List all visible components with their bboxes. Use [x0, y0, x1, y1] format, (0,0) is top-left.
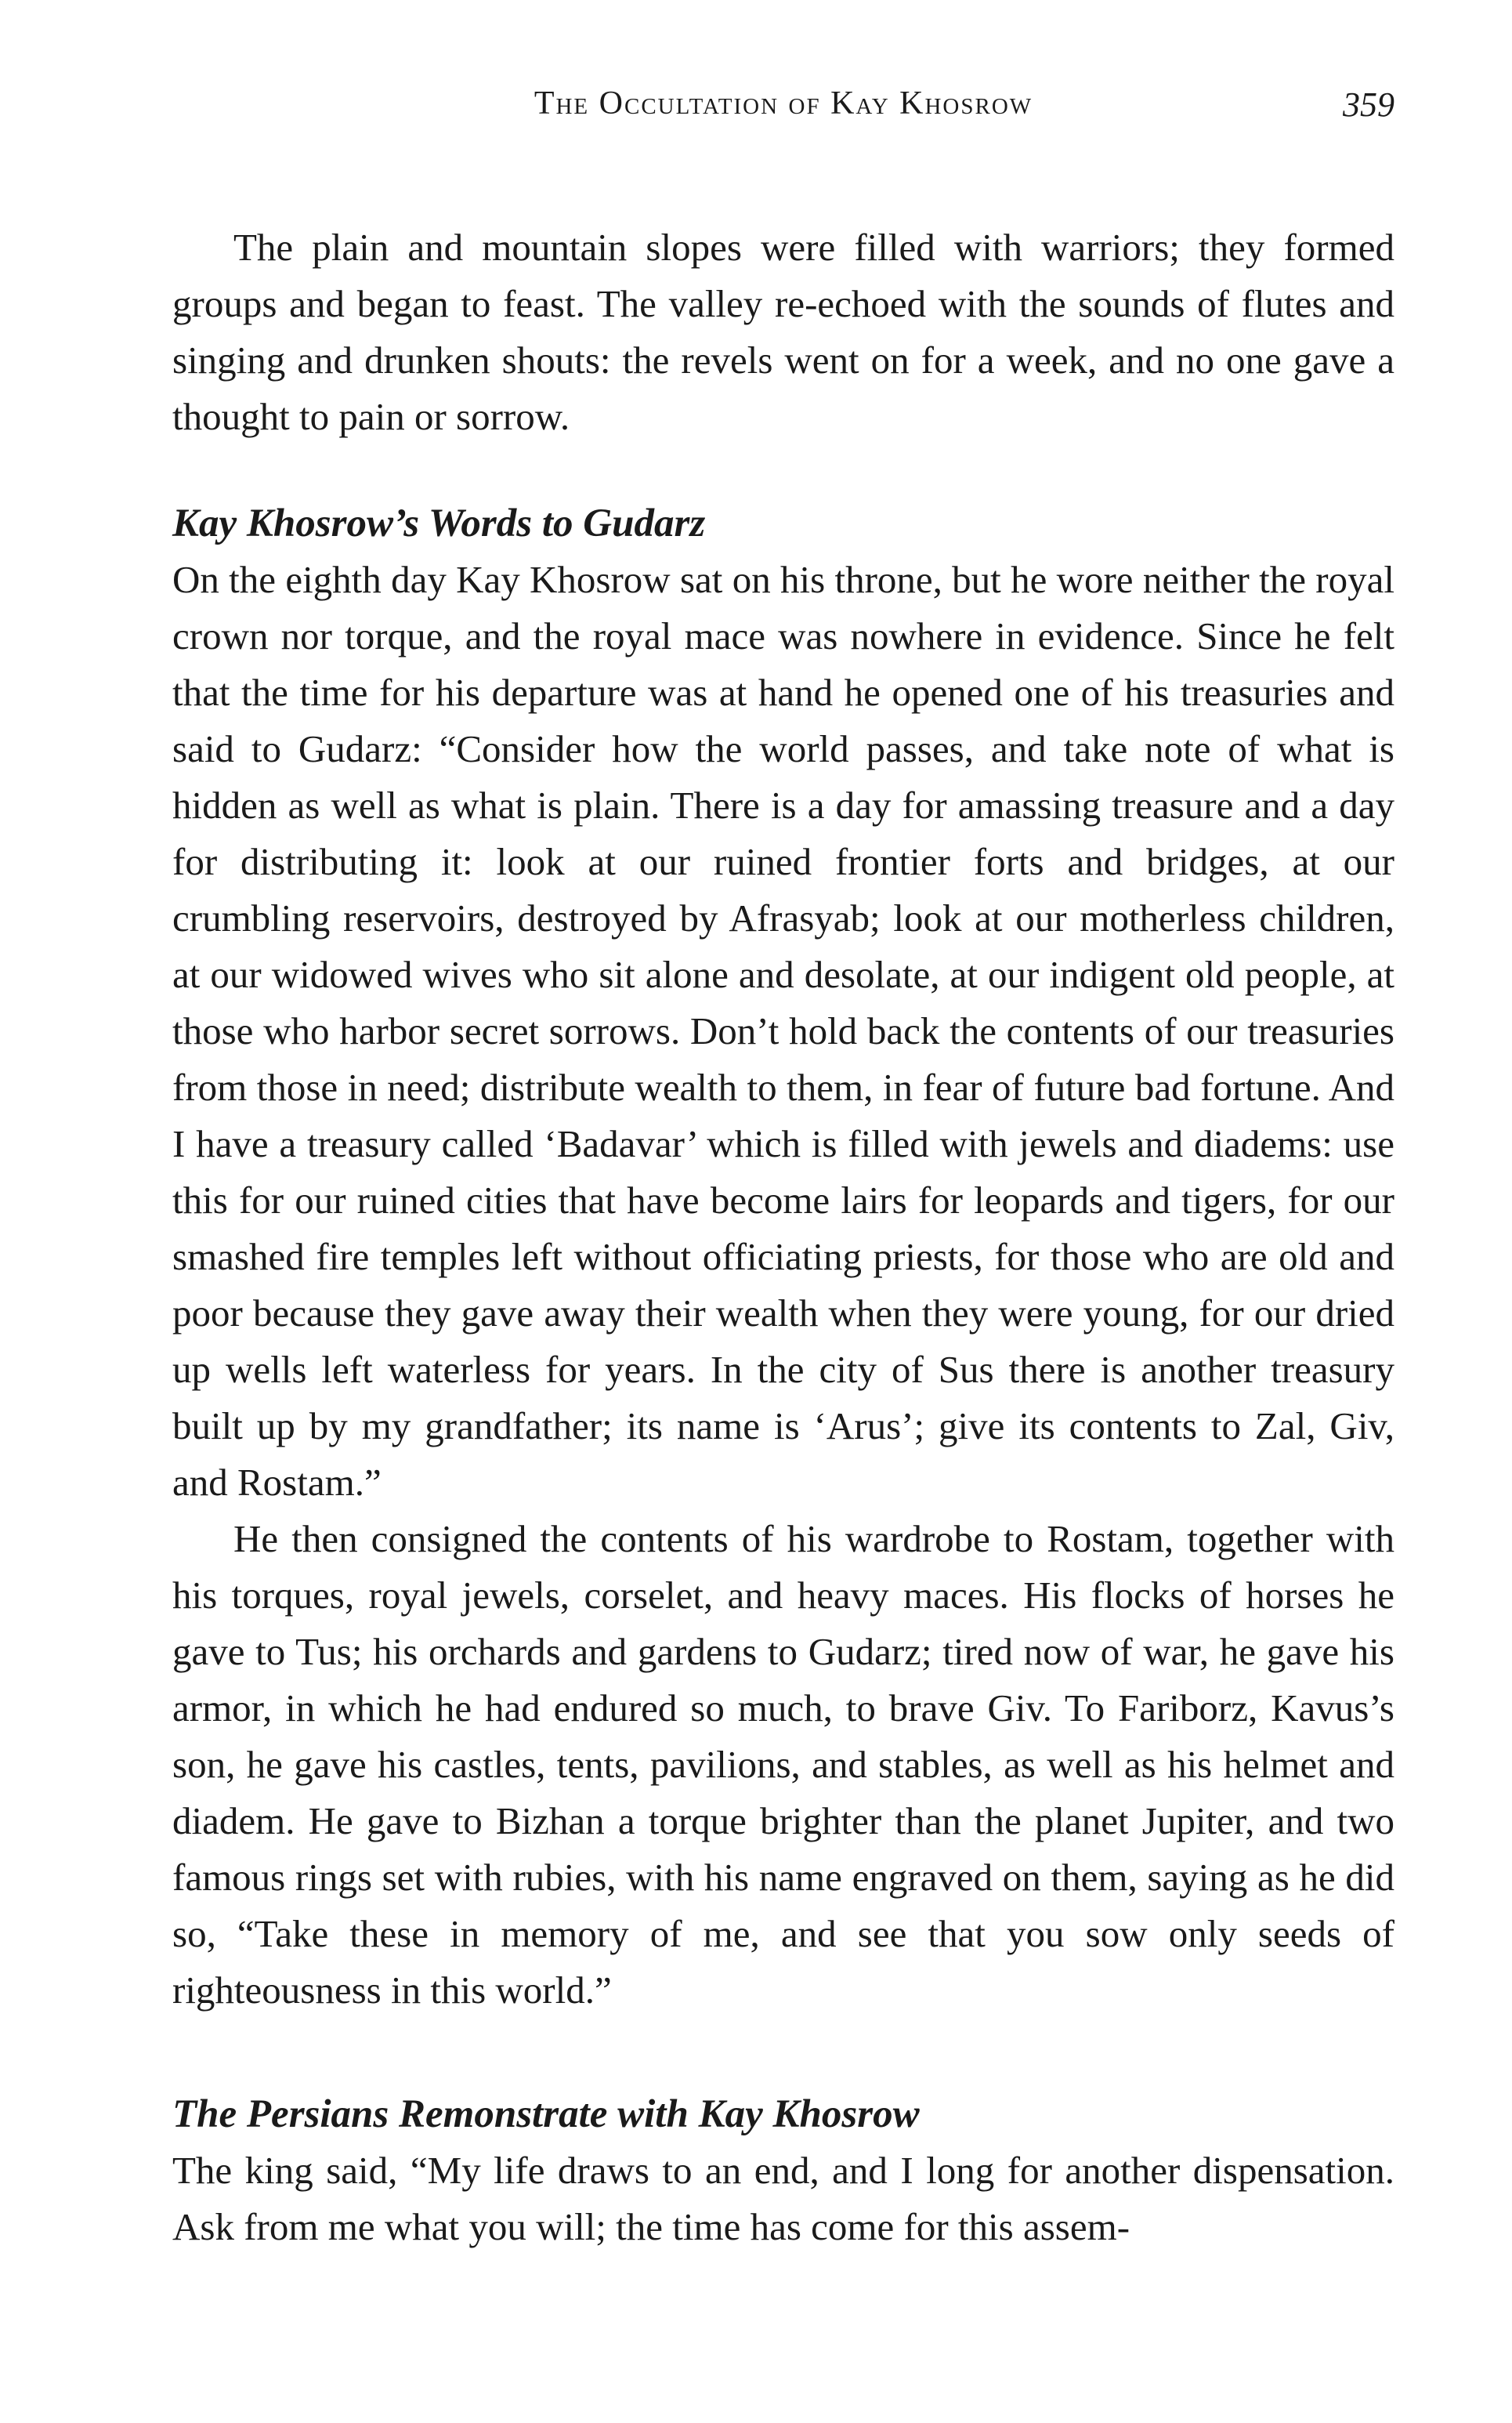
section-gap [172, 2019, 1394, 2086]
body-text [172, 219, 1394, 2255]
page-number: 359 [1343, 85, 1394, 124]
opening-paragraph: The plain and mountain slopes were filled with warriors; they formed groups and began to feast. The valley re-echoed with the sounds of flutes and singing and drunken shouts: the revels went on for a week, and no one gave a thought to pain or sorrow. [172, 226, 1394, 438]
section2-paragraph-1: The king said, “My life draws to an end, and I long for another dispensation. Ask from me what you will; the time has come for this assem- [172, 2149, 1394, 2248]
section-gap [172, 445, 1394, 495]
section-heading-gudarz: Kay Khosrow’s Words to Gudarz [172, 502, 706, 545]
section1-paragraph-1: On the eighth day Kay Khosrow sat on his throne, but he wore neither the royal crown nor torque, and the royal mace was nowhere in evidence. Since he felt that the time for his departure was at hand he opened one of his treasuries and said to Gudarz: “Consider how the world passes, and take note of what is hidden as well as what is plain. There is a day for amassing treasure and a day for distributing it: look at our ruined frontier forts and bridges, at our crumbling reservoirs, destroyed by Afrasyab; look at our motherless children, at our widowed wives who sit alone and desolate, at our indigent old people, at those who harbor secret sorrows. Don’t hold back the contents of our treasuries from those in need; distribute wealth to them, in fear of future bad fortune. And I have a treasury called ‘Badavar’ which is filled with jewels and diadems: use this for our ruined cities that have become lairs for leopards and tigers, for our smashed fire temples left without officiating priests, for those who are old and poor because they gave away their wealth when they were young, for our dried up wells left waterless for years. In the city of Sus there is another treasury built up by my grandfather; its name is ‘Arus’; give its contents to Zal, Giv, and Rostam.” [172, 558, 1394, 1504]
section-heading-persians: The Persians Remonstrate with Kay Khosrow [172, 2092, 920, 2136]
section1-paragraph-2: He then consigned the contents of his wardrobe to Rostam, together with his torques, royal jewels, corselet, and heavy maces. His flocks of horses he gave to Tus; his orchards and gardens to Gudarz; tired now of war, he gave his armor, in which he had endured so much, to brave Giv. To Fariborz, Kavus’s son, he gave his castles, tents, pavilions, and stables, as well as his helmet and diadem. He gave to Bizhan a torque brighter than the planet Jupiter, and two famous rings set with rubies, with his name engraved on them, saying as he did so, “Take these in memory of me, and see that you sow only seeds of righteousness in this world.” [172, 1517, 1394, 2012]
running-head [172, 85, 1394, 132]
running-title: The Occultation of Kay Khosrow [534, 85, 1033, 121]
